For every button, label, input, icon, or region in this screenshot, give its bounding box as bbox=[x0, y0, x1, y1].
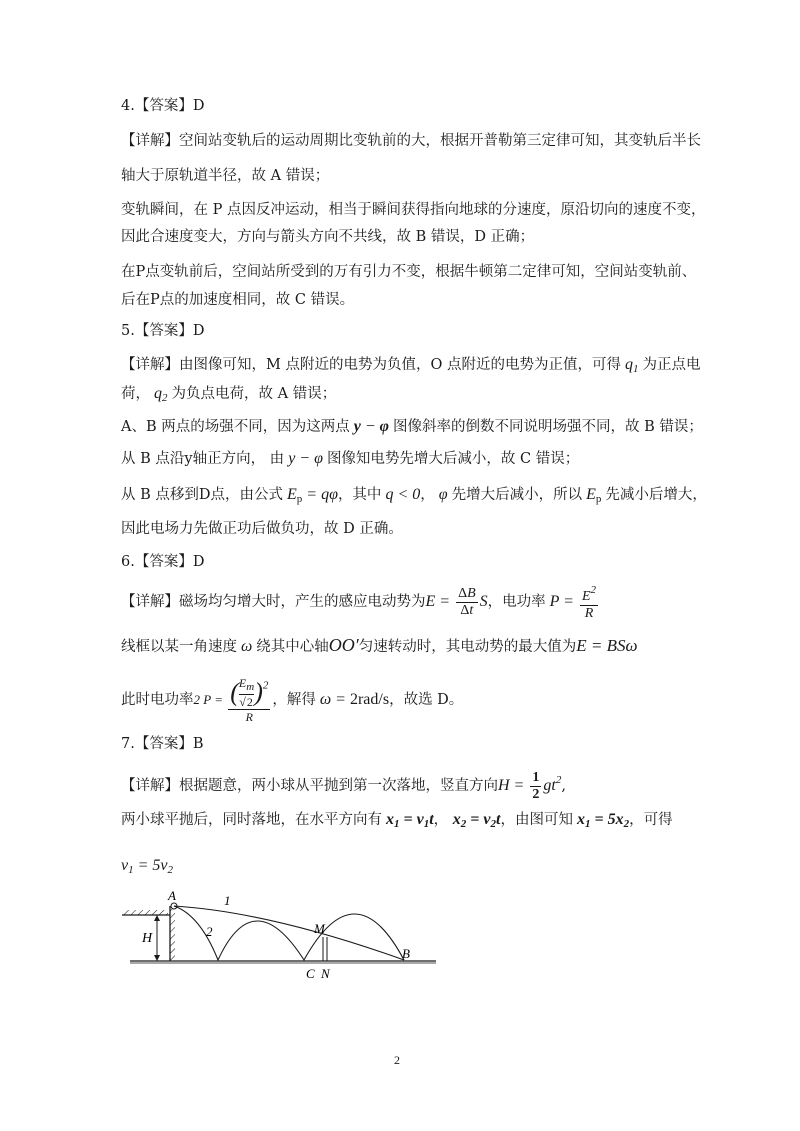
x1-5x2-formula: $x_1 = 5x_2$ bbox=[572, 811, 630, 830]
q7-text-2c: ，可得 bbox=[629, 812, 673, 828]
power-em-formula: 2 P = bbox=[193, 692, 227, 707]
q5-text-5c: ， bbox=[420, 487, 435, 503]
q5-line-3 bbox=[121, 417, 703, 437]
q5-text-2b: 为负点电荷，故 A 错误； bbox=[171, 386, 337, 402]
phi-symbol: φ bbox=[434, 486, 452, 503]
q4-answer: 4.【答案】D bbox=[121, 98, 205, 114]
q2-formula: $q_2$ bbox=[150, 385, 168, 404]
q4-text-1: 空间站变轨后的运动周期比变轨前的大，根据开普勒第三定律可知，其变轨后半长 bbox=[179, 133, 701, 149]
q6-answer: 6.【答案】D bbox=[121, 554, 205, 570]
label-1: 1 bbox=[224, 893, 231, 908]
q7-line-3 bbox=[121, 856, 173, 880]
s-symbol: S bbox=[479, 593, 488, 610]
power-formula: P = bbox=[545, 593, 578, 610]
v1-5v2-formula: $v_1 = 5v_2$ bbox=[121, 857, 174, 876]
page-number: 2 bbox=[394, 1053, 400, 1067]
q5-text-4b: 图像知电势先增大后减小，故 C 错误； bbox=[326, 451, 580, 467]
label-b: B bbox=[402, 946, 410, 961]
q7-sep: ， bbox=[433, 812, 453, 828]
q5-text-3a: A、B 两点的场强不同，因为这两点 bbox=[121, 419, 350, 435]
q4-line-5: 在P点变轨前后，空间站所受到的万有引力不变，根据牛顿第二定律可知，空间站变轨前、 bbox=[121, 264, 697, 280]
q6-line-3 bbox=[121, 670, 463, 730]
q6-text-3b: ，解得 bbox=[272, 692, 316, 708]
gt2-symbol: $gt^2$ bbox=[543, 774, 562, 794]
q4-line-1 bbox=[121, 131, 701, 151]
label-h: H bbox=[142, 931, 153, 946]
q-lt-0-formula: q < 0 bbox=[381, 486, 421, 503]
label-m: M bbox=[314, 921, 325, 936]
q5-text-5e: 先减小后增大， bbox=[605, 487, 707, 503]
label-a: A bbox=[168, 890, 176, 903]
q7-line-1 bbox=[121, 760, 566, 806]
ep-formula: $E_p = q\varphi$ bbox=[283, 486, 338, 505]
e2-over-r: $\frac{E^2}{R}$ bbox=[581, 584, 596, 621]
q6-line-1 bbox=[121, 582, 600, 622]
y-phi-formula-1: y − φ bbox=[353, 418, 390, 435]
ledge-hatch bbox=[122, 910, 168, 915]
delta-b-over-delta-t: $\frac{\Delta B}{\Delta t}$ bbox=[458, 585, 476, 618]
em-sqrt2-squared-over-r: ( $\frac{E_m}{√2}$ )$^2$ R bbox=[230, 676, 269, 724]
q4-line-6: 后在P点的加速度相同，故 C 错误。 bbox=[121, 292, 355, 308]
q4-line-4: 因此合速度变大，方向与箭头方向不共线，故 B 错误，D 正确； bbox=[121, 229, 535, 245]
x2-formula: $x_2 = v_2t$ bbox=[452, 811, 501, 830]
emf-formula: E = bbox=[425, 593, 455, 610]
x1-formula: $x_1 = v_1t$ bbox=[382, 811, 434, 830]
q5-line-2 bbox=[121, 384, 336, 408]
omega-result: ω = 2rad/s bbox=[315, 691, 390, 708]
q5-text-3b: 图像斜率的倒数不同说明场强不同，故 B 错误； bbox=[393, 419, 703, 435]
q5-text-5a: 从 B 点移到D点，由公式 bbox=[121, 487, 283, 503]
q7-text-1a: 根据题意，两小球从平抛到第一次落地，竖直方向 bbox=[179, 778, 498, 794]
q7-text-2a: 两小球平抛后，同时落地，在水平方向有 bbox=[121, 812, 382, 828]
q5-line-4 bbox=[121, 449, 579, 469]
label-c: C bbox=[306, 966, 315, 980]
q7-text-2b: ，由图可知 bbox=[500, 812, 573, 828]
q5-text-1b: 为正点电 bbox=[642, 357, 701, 373]
h-arrow-down bbox=[154, 955, 160, 961]
label-2: 2 bbox=[206, 924, 213, 939]
q7-line-2 bbox=[121, 810, 673, 834]
q7-answer: 7.【答案】B bbox=[121, 736, 204, 752]
q4-line-2: 轴大于原轨道半径，故 A 错误； bbox=[121, 168, 330, 184]
q6-text-2b: 绕其中心轴 bbox=[256, 639, 329, 655]
q6-text-2c: 匀速转动时，其电动势的最大值为 bbox=[358, 639, 577, 655]
q6-text-3a: 此时电功率 bbox=[121, 692, 194, 708]
emax-formula: E = BSω bbox=[576, 636, 638, 655]
q1-formula: $q_1$ bbox=[620, 356, 639, 375]
q6-text-1b: ，电功率 bbox=[487, 594, 546, 610]
omega-symbol: ω bbox=[237, 638, 257, 655]
q5-text-5d: 先增大后减小，所以 bbox=[451, 487, 583, 503]
one-half: $\frac{1}{2}$ bbox=[532, 769, 540, 802]
q5-text-1a: 由图像可知，M 点附近的电势为负值，O 点附近的电势为正值，可得 bbox=[179, 357, 621, 373]
q5-text-2a: 荷， bbox=[121, 386, 150, 402]
ep-symbol: $E_p$ bbox=[582, 486, 602, 505]
q7-comma: , bbox=[561, 778, 566, 794]
oo-axis-symbol: OO′ bbox=[328, 635, 359, 655]
q5-line-6: 因此电场力先做正功后做负功，故 D 正确。 bbox=[121, 521, 403, 537]
q6-tag: 【详解】 bbox=[121, 594, 179, 610]
q6-text-2a: 线框以某一角速度 bbox=[121, 639, 237, 655]
q5-text-5b: ，其中 bbox=[337, 487, 382, 503]
q5-line-5 bbox=[121, 485, 707, 509]
wall-hatch bbox=[170, 906, 175, 961]
q5-text-4a: 从 B 点沿y轴正方向， 由 bbox=[121, 451, 285, 467]
q6-line-2 bbox=[121, 635, 637, 657]
q4-tag: 【详解】 bbox=[121, 133, 179, 149]
projectile-figure bbox=[120, 890, 440, 980]
label-n: N bbox=[321, 966, 330, 980]
q6-text-3c: ，故选 D。 bbox=[389, 692, 464, 708]
q5-answer: 5.【答案】D bbox=[121, 323, 205, 339]
q5-tag: 【详解】 bbox=[121, 357, 179, 373]
y-phi-formula-2: y − φ bbox=[284, 450, 327, 467]
h-formula: H = bbox=[498, 777, 529, 794]
q6-text-1a: 磁场均匀增大时，产生的感应电动势为 bbox=[179, 594, 426, 610]
q5-line-1 bbox=[121, 355, 700, 379]
q7-tag: 【详解】 bbox=[121, 778, 179, 794]
q4-line-3: 变轨瞬间，在 P 点因反冲运动，相当于瞬间获得指向地球的分速度，原沿切向的速度不变， bbox=[121, 202, 706, 218]
h-arrow-up bbox=[154, 915, 160, 921]
